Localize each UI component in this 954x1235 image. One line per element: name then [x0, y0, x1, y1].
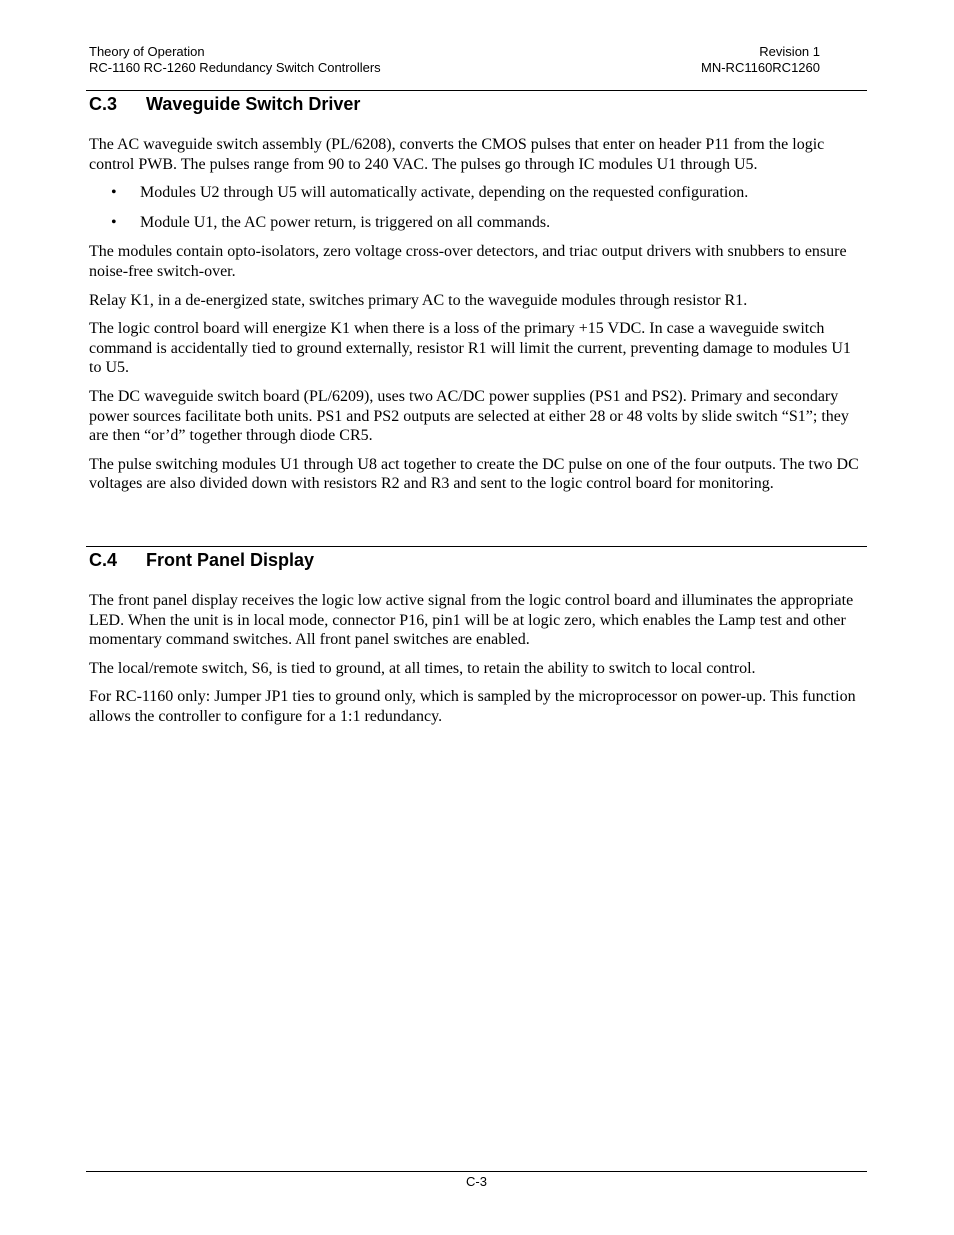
paragraph: The front panel display receives the logic low active signal from the logic control board and illuminates the appropriate LED. When the unit is in local mode, connector P16, pin1 will be at logic zero, which enables the Lamp test and other momentary command switches. All front panel switches are enabled.	[89, 592, 854, 649]
paragraph: The pulse switching modules U1 through U8 act together to create the DC pulse on one of the four outputs. The two DC voltages are also divided down with resistors R2 and R3 and sent to the logic control board for monitoring.	[89, 455, 859, 493]
paragraph: The DC waveguide switch board (PL/6209), uses two AC/DC power supplies (PS1 and PS2). Primary and secondary power sources facilitate both units. PS1 and PS2 outputs are selected at either 28 or 48 volts by slide switch “S1”; they are then “or’d” together through diode CR5.	[89, 387, 849, 445]
section-heading	[89, 549, 859, 571]
header-divider	[86, 90, 867, 91]
page-header	[89, 44, 820, 76]
section-number: C.3	[89, 94, 118, 114]
list-item	[89, 213, 859, 233]
header-product-name: RC-1160 RC-1260 Redundancy Switch Controllers	[89, 60, 381, 75]
paragraph: The logic control board will energize K1 when there is a loss of the primary +15 VDC. In case a waveguide switch command is accidentally tied to ground externally, resistor R1 will limit the current, preventing damage to modules U1 to U5.	[89, 320, 851, 377]
header-document-title: Theory of Operation	[89, 44, 205, 59]
paragraph: The local/remote switch, S6, is tied to ground, at all times, to retain the ability to switch to local control.	[89, 659, 756, 677]
page-number: C-3	[466, 1174, 487, 1189]
bullet-list	[89, 183, 859, 232]
header-manual-number: MN-RC1160RC1260	[701, 60, 820, 75]
list-item	[89, 183, 859, 203]
section-heading	[89, 93, 859, 115]
section-body	[89, 135, 859, 494]
page-footer	[86, 1174, 867, 1190]
section-body	[89, 591, 859, 727]
section-waveguide-switch-driver	[89, 93, 859, 503]
paragraph: The modules contain opto-isolators, zero voltage cross-over detectors, and triac output drivers with snubbers to ensure noise-free switch-over.	[89, 243, 847, 280]
footer-divider	[86, 1171, 867, 1172]
paragraph: The AC waveguide switch assembly (PL/6208), converts the CMOS pulses that enter on header P11 from the logic control PWB. The pulses range from 90 to 240 VAC. The pulses go through IC modules U1 through U5.	[89, 136, 825, 173]
section-title: Front Panel Display	[146, 550, 315, 570]
section-number: C.4	[89, 550, 118, 570]
paragraph: Relay K1, in a de-energized state, switches primary AC to the waveguide modules through resistor R1.	[89, 291, 748, 309]
paragraph: For RC-1160 only: Jumper JP1 ties to ground only, which is sampled by the microprocessor on power-up. This function allows the controller to configure for a 1:1 redundancy.	[89, 688, 856, 725]
bullet-icon: •	[111, 184, 117, 202]
section-front-panel-display	[89, 549, 859, 736]
section-divider	[86, 546, 867, 547]
list-item-text: Modules U2 through U5 will automatically activate, depending on the requested configuration.	[140, 184, 749, 202]
section-title: Waveguide Switch Driver	[146, 94, 361, 114]
bullet-icon: •	[111, 213, 117, 231]
list-item-text: Module U1, the AC power return, is triggered on all commands.	[140, 213, 551, 231]
header-revision: Revision 1	[759, 44, 820, 59]
